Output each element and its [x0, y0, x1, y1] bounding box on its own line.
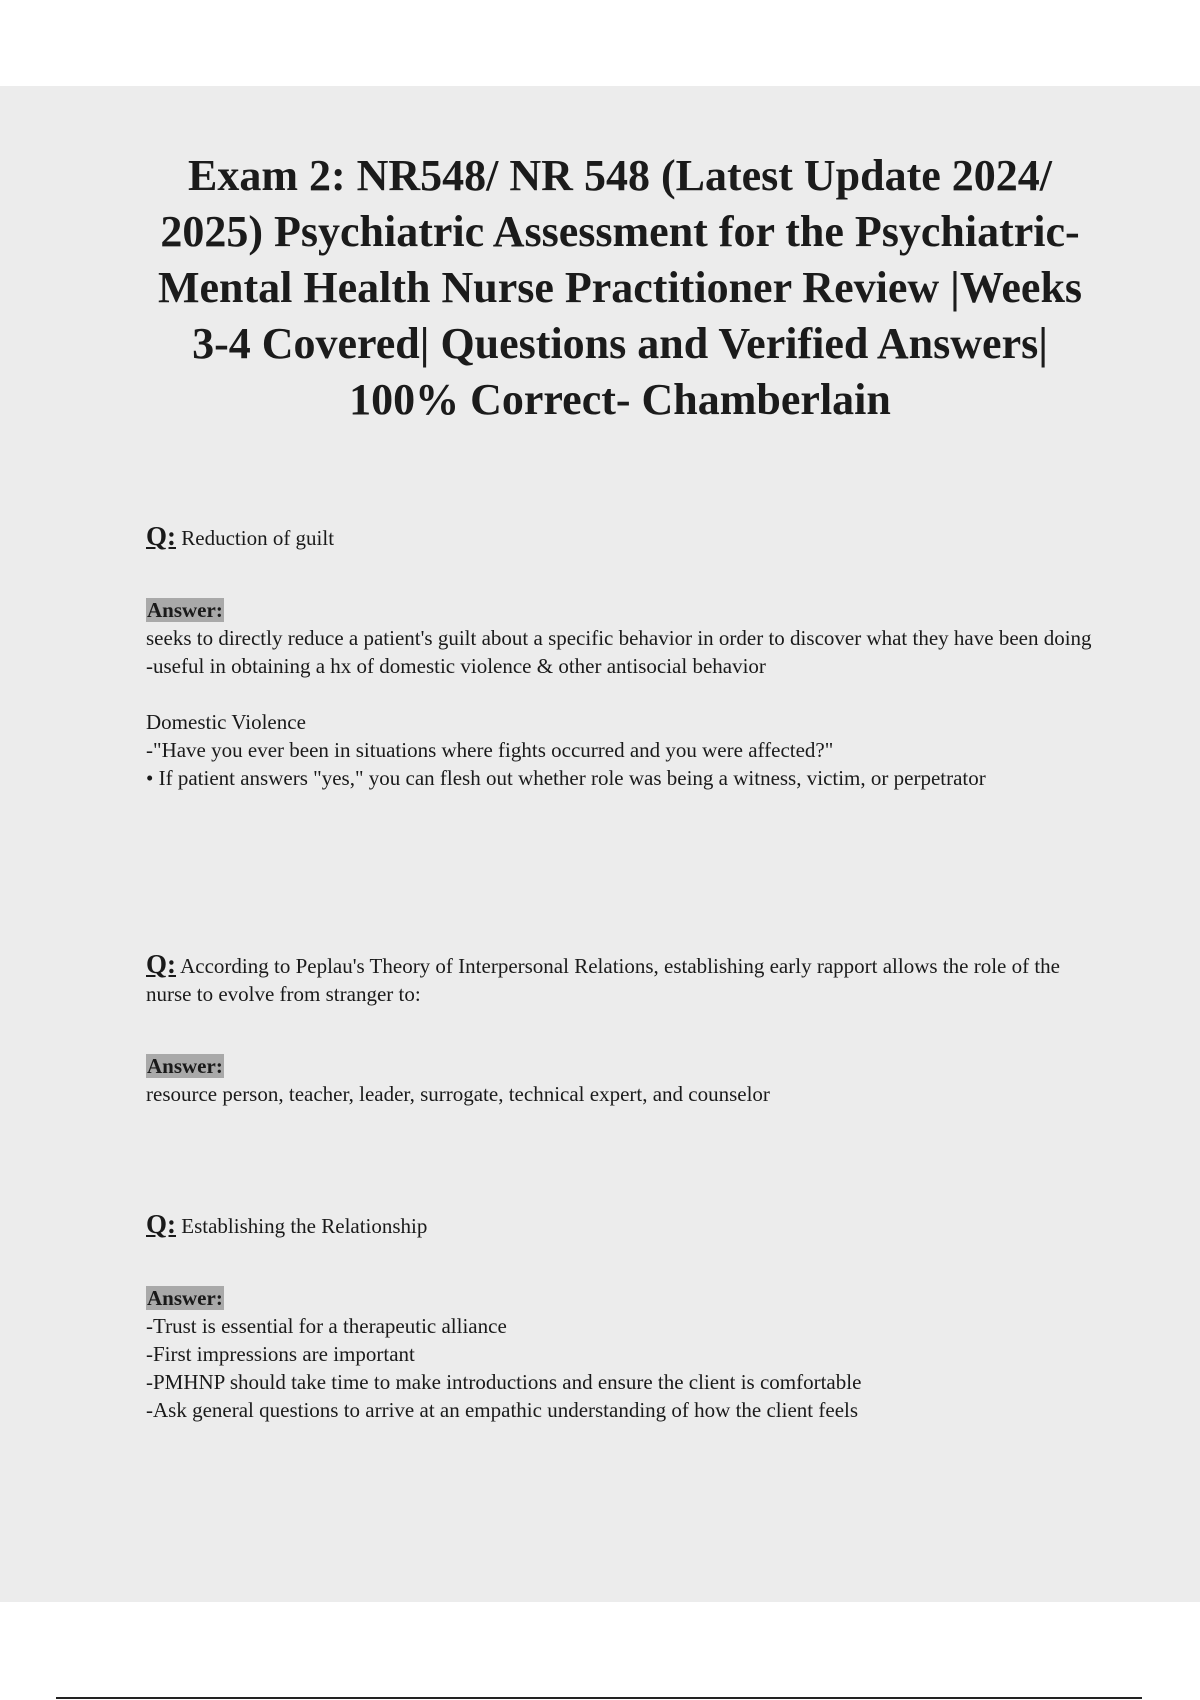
answer-line: Domestic Violence [146, 710, 306, 734]
document-title: Exam 2: NR548/ NR 548 (Latest Update 2024/ 2025) Psychiatric Assessment for the Psychiatric-Mental Health Nurse Practitioner Review |Weeks 3-4 Covered| Questions and Verified Answers| 100% Correct- Chamberlain [157, 151, 1083, 424]
answer-line: -PMHNP should take time to make introductions and ensure the client is comfortable [146, 1370, 862, 1394]
answer-line: -Trust is essential for a therapeutic alliance [146, 1314, 507, 1338]
answer-label: Answer: [147, 1286, 223, 1310]
question-text: Establishing the Relationship [181, 1214, 428, 1238]
answer-line: • If patient answers "yes," you can flesh out whether role was being a witness, victim, or perpetrator [146, 766, 986, 790]
qa-item [146, 1210, 1106, 1424]
answer-line: -Ask general questions to arrive at an empathic understanding of how the client feels [146, 1398, 859, 1422]
answer-line: seeks to directly reduce a patient's guilt about a specific behavior in order to discover what they have been doing [146, 626, 1092, 650]
answer-label: Answer: [147, 1054, 223, 1078]
question-line [146, 1210, 1106, 1240]
answer-line: -"Have you ever been in situations where fights occurred and you were affected?" [146, 738, 834, 762]
answer-line: -First impressions are important [146, 1342, 415, 1366]
question-label: Q: [146, 521, 176, 551]
question-line [146, 950, 1106, 1008]
answer-line: -useful in obtaining a hx of domestic violence & other antisocial behavior [146, 654, 766, 678]
question-label: Q: [146, 1209, 176, 1239]
footer-divider [56, 1697, 1142, 1699]
answer-body [146, 1080, 1106, 1108]
question-text: According to Peplau's Theory of Interpersonal Relations, establishing early rapport allows the role of the nurse to evolve from stranger to: [146, 954, 1061, 1006]
answer-spacer [146, 680, 1106, 708]
qa-item [146, 522, 1106, 792]
answer-body [146, 1312, 1106, 1424]
question-text: Reduction of guilt [181, 526, 335, 550]
qa-item [146, 950, 1106, 1108]
question-line [146, 522, 1106, 552]
answer-line: resource person, teacher, leader, surrogate, technical expert, and counselor [146, 1082, 770, 1106]
answer-label: Answer: [147, 598, 223, 622]
question-label: Q: [146, 949, 176, 979]
answer-body [146, 624, 1106, 792]
